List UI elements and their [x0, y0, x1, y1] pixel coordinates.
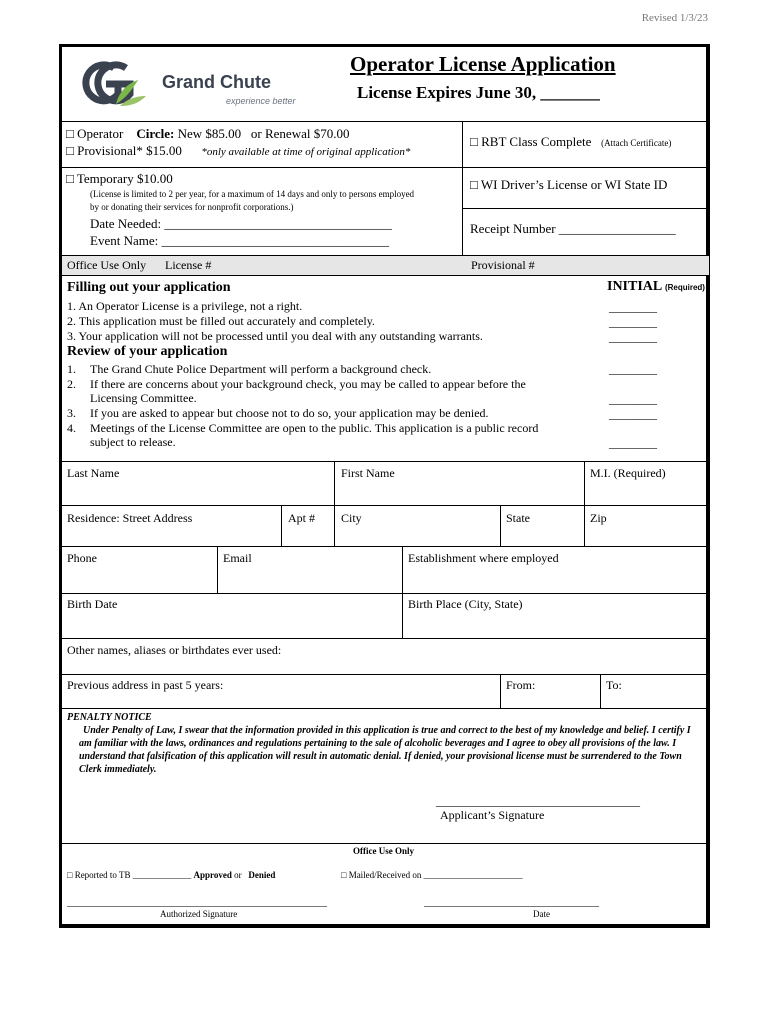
office-footer-heading: Office Use Only [353, 846, 414, 856]
review-num-2: 2. [67, 377, 76, 391]
initial-blank-2[interactable]: ________ [609, 315, 657, 329]
previous-address-field[interactable]: Previous address in past 5 years: [67, 678, 224, 692]
initial-required: (Required) [664, 283, 705, 292]
residence-field[interactable]: Residence: Street Address [67, 511, 193, 525]
email-field[interactable]: Email [223, 551, 252, 565]
wi-id-label: WI Driver’s License or WI State ID [480, 177, 668, 192]
applicant-signature-label: Applicant’s Signature [440, 808, 545, 822]
office-use-label: Office Use Only [67, 258, 147, 272]
temporary-note-1: (License is limited to 2 per year, for a maximum of 14 days and only to persons employed [90, 189, 415, 199]
operator-label: Operator [77, 126, 124, 141]
review-item-2a: If there are concerns about your background check, you may be called to appear before the [90, 377, 526, 391]
to-field[interactable]: To: [606, 678, 622, 692]
initial-blank-7[interactable]: ________ [609, 436, 657, 450]
city-field[interactable]: City [341, 511, 362, 525]
initial-blank-4[interactable]: ________ [609, 362, 657, 376]
review-item-4b: subject to release. [90, 435, 176, 449]
phone-field[interactable]: Phone [67, 551, 97, 565]
establishment-field[interactable]: Establishment where employed [408, 551, 559, 565]
license-expiry: License Expires June 30, _______ [357, 83, 600, 102]
filling-heading: Filling out your application [67, 280, 231, 295]
review-heading: Review of your application [67, 344, 228, 359]
authorized-signature-label: Authorized Signature [160, 909, 238, 919]
reported-checkbox[interactable]: □ [67, 870, 73, 880]
review-item-2b: Licensing Committee. [90, 391, 197, 405]
logo-tagline: experience better [226, 96, 296, 106]
receipt-number-field[interactable]: Receipt Number __________________ [470, 221, 676, 236]
filling-item-3: 3. Your application will not be processed until you deal with any outstanding warrants. [67, 329, 483, 343]
birth-place-field[interactable]: Birth Place (City, State) [408, 597, 523, 611]
apt-field[interactable]: Apt # [288, 511, 315, 525]
initial-blank-5[interactable]: ________ [609, 392, 657, 406]
filling-item-2: 2. This application must be filled out accurately and completely. [67, 314, 375, 328]
first-name-field[interactable]: First Name [341, 466, 395, 480]
review-num-3: 3. [67, 406, 76, 420]
circle-label: Circle: [136, 126, 175, 141]
wi-id-checkbox[interactable]: □ [470, 177, 478, 192]
penalty-text: Under Penalty of Law, I swear that the information provided in this application is true and correct to the best of my knowledge and belief. I certify I am familiar with the laws, ordinances and regulations pertaining to the sale of alcoholic beverages and I agree to obey all provisions of the law. I understand that falsification of this application will result in automatic denial. If denied, your provisional license must be surrendered to the Town Clerk immediately. [79, 725, 691, 775]
review-item-1: The Grand Chute Police Department will perform a background check. [90, 362, 432, 376]
date-line[interactable]: ___________________________________ [424, 897, 599, 908]
logo-name: Grand Chute [162, 72, 272, 92]
denied-label: Denied [248, 870, 276, 880]
provisional-fee: Provisional* $15.00 [77, 143, 182, 158]
date-needed-field[interactable]: Date Needed: ___________________________________ [90, 216, 392, 231]
other-names-field[interactable]: Other names, aliases or birthdates ever used: [67, 643, 282, 657]
provisional-note: *only available at time of original application* [201, 146, 411, 158]
operator-checkbox[interactable]: □ [66, 126, 74, 141]
renewal-fee: Renewal $70.00 [264, 126, 350, 141]
initial-blank-6[interactable]: ________ [609, 407, 657, 421]
initial-blank-3[interactable]: ________ [609, 330, 657, 344]
authorized-signature-line[interactable]: ____________________________________________________ [67, 897, 327, 908]
revised-date: Revised 1/3/23 [641, 12, 708, 24]
new-fee: New $85.00 [177, 126, 242, 141]
date-label: Date [533, 909, 550, 919]
review-num-1: 1. [67, 362, 76, 376]
filling-item-1: 1. An Operator License is a privilege, not a right. [67, 299, 303, 313]
temporary-note-2: by or donating their services for nonprofit corporations.) [90, 202, 294, 212]
grand-chute-logo-icon [80, 58, 152, 110]
or-label: or [250, 126, 262, 141]
page-title: Operator License Application [350, 52, 616, 76]
review-num-4: 4. [67, 421, 76, 435]
applicant-signature-line[interactable]: __________________________________ [436, 794, 640, 808]
approved-or: or [234, 870, 242, 880]
event-name-field[interactable]: Event Name: ___________________________________ [90, 233, 389, 248]
initial-label: INITIAL [607, 279, 662, 294]
initial-blank-1[interactable]: ________ [609, 300, 657, 314]
rbt-label: RBT Class Complete [481, 134, 592, 149]
review-item-3: If you are asked to appear but choose not to do so, your application may be denied. [90, 406, 489, 420]
provisional-checkbox[interactable]: □ [66, 143, 74, 158]
reported-to-tb: Reported to TB _____________ [74, 870, 192, 880]
office-use-row [62, 256, 709, 275]
zip-field[interactable]: Zip [590, 511, 607, 525]
penalty-heading: PENALTY NOTICE [67, 712, 152, 723]
mailed-checkbox[interactable]: □ [341, 870, 347, 880]
last-name-field[interactable]: Last Name [67, 466, 120, 480]
approved-label: Approved [193, 870, 232, 880]
license-number-label: License # [165, 258, 212, 272]
birth-date-field[interactable]: Birth Date [67, 597, 118, 611]
mi-field[interactable]: M.I. (Required) [590, 466, 666, 480]
mailed-received: Mailed/Received on ______________________ [348, 870, 523, 880]
provisional-number-label: Provisional # [471, 258, 535, 272]
rbt-note: (Attach Certificate) [601, 138, 672, 148]
rbt-checkbox[interactable]: □ [470, 134, 478, 149]
from-field[interactable]: From: [506, 678, 536, 692]
temporary-checkbox[interactable]: □ [66, 171, 74, 186]
state-field[interactable]: State [506, 511, 530, 525]
temporary-fee: Temporary $10.00 [76, 171, 173, 186]
logo [80, 58, 320, 110]
review-item-4a: Meetings of the License Committee are open to the public. This application is a public record [90, 421, 539, 435]
